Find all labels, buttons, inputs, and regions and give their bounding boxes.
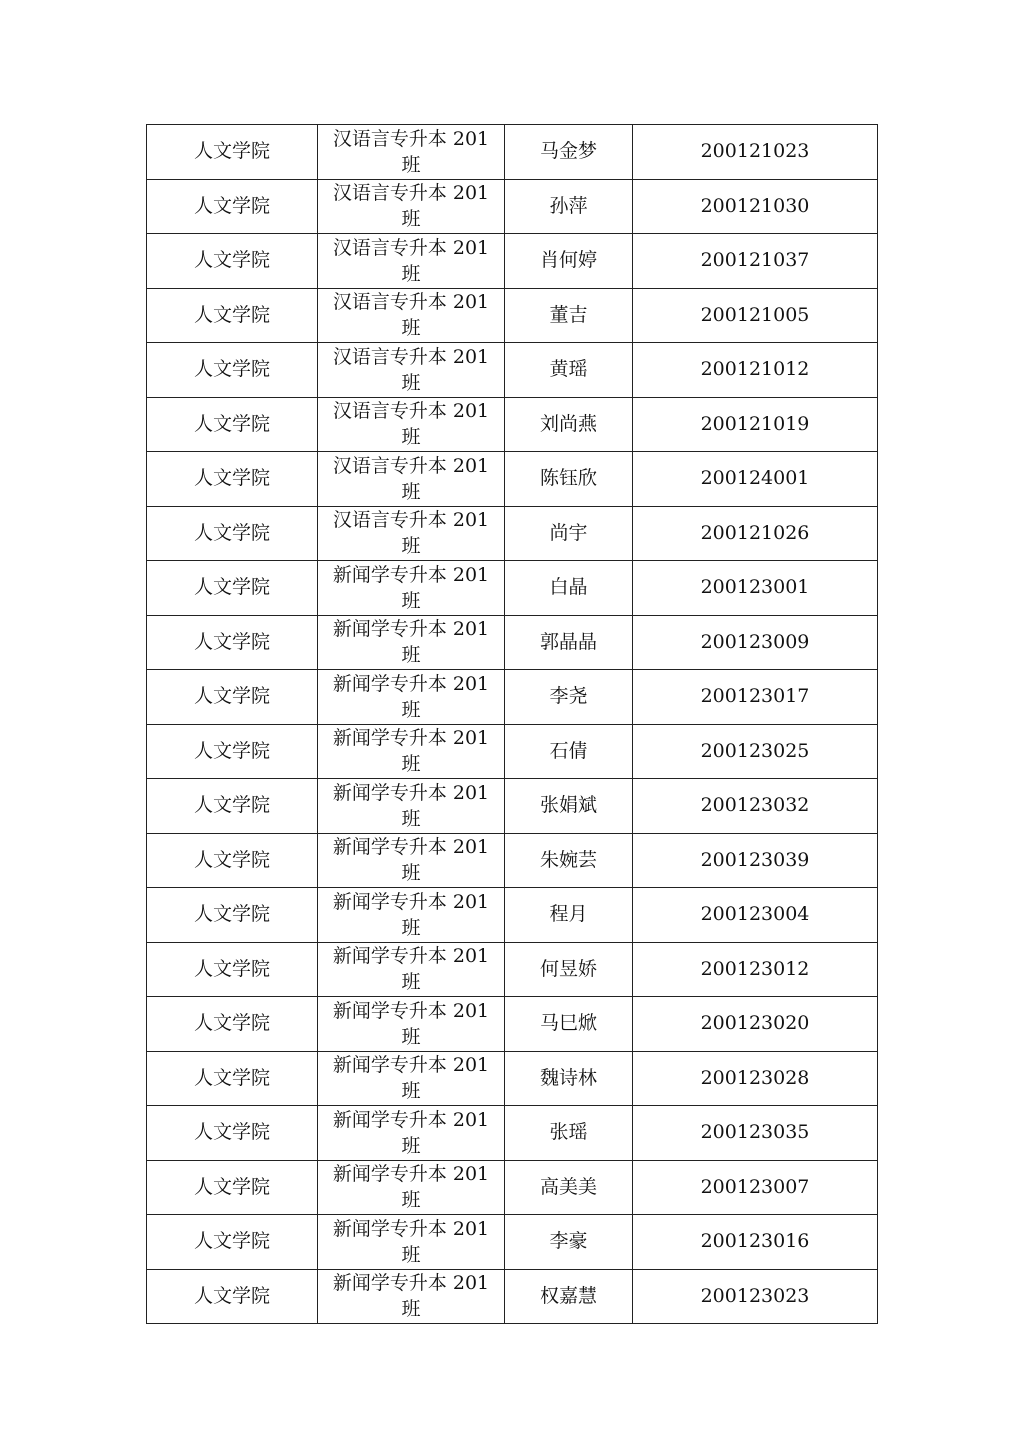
table-row — [147, 1051, 878, 1106]
student-name-cell: 尚宇 — [505, 506, 633, 561]
class-label: 新闻学专升本 201 班 — [332, 999, 490, 1048]
student-id-cell: 200123025 — [633, 724, 878, 779]
student-id-cell: 200123028 — [633, 1051, 878, 1106]
class-label: 新闻学专升本 201 班 — [332, 1217, 490, 1266]
student-name-cell: 白晶 — [505, 561, 633, 616]
college-cell: 人文学院 — [147, 506, 318, 561]
table-row — [147, 724, 878, 779]
student-name-cell: 肖何婷 — [505, 234, 633, 289]
college-cell: 人文学院 — [147, 1106, 318, 1161]
class-label: 汉语言专升本 201 班 — [332, 236, 490, 285]
class-cell — [318, 561, 505, 616]
college-cell: 人文学院 — [147, 397, 318, 452]
class-label: 新闻学专升本 201 班 — [332, 890, 490, 939]
class-label: 新闻学专升本 201 班 — [332, 836, 490, 885]
student-name-cell: 朱婉芸 — [505, 833, 633, 888]
class-cell — [318, 997, 505, 1052]
student-name-cell: 高美美 — [505, 1160, 633, 1215]
college-cell: 人文学院 — [147, 997, 318, 1052]
table-row — [147, 125, 878, 180]
table-row — [147, 1160, 878, 1215]
student-id-cell: 200123009 — [633, 615, 878, 670]
student-id-cell: 200123007 — [633, 1160, 878, 1215]
table-row — [147, 833, 878, 888]
student-id-cell: 200121012 — [633, 343, 878, 398]
student-name-cell: 孙萍 — [505, 179, 633, 234]
class-label: 新闻学专升本 201 班 — [332, 781, 490, 830]
table-row — [147, 615, 878, 670]
class-label: 汉语言专升本 201 班 — [332, 291, 490, 340]
student-name-cell: 何昱娇 — [505, 942, 633, 997]
class-label: 新闻学专升本 201 班 — [332, 618, 490, 667]
class-label: 汉语言专升本 201 班 — [332, 509, 490, 558]
class-cell — [318, 1160, 505, 1215]
table-row — [147, 779, 878, 834]
college-cell: 人文学院 — [147, 888, 318, 943]
student-id-cell: 200123017 — [633, 670, 878, 725]
roster-body — [147, 125, 878, 1324]
student-id-cell: 200121030 — [633, 179, 878, 234]
table-row — [147, 561, 878, 616]
class-cell — [318, 179, 505, 234]
college-cell: 人文学院 — [147, 1215, 318, 1270]
table-row — [147, 942, 878, 997]
college-cell: 人文学院 — [147, 1269, 318, 1324]
table-row — [147, 452, 878, 507]
class-cell — [318, 1106, 505, 1161]
student-id-cell: 200123023 — [633, 1269, 878, 1324]
college-cell: 人文学院 — [147, 670, 318, 725]
college-cell: 人文学院 — [147, 343, 318, 398]
table-row — [147, 1215, 878, 1270]
table-row — [147, 670, 878, 725]
class-cell — [318, 670, 505, 725]
table-row — [147, 888, 878, 943]
class-cell — [318, 615, 505, 670]
class-label: 汉语言专升本 201 班 — [332, 127, 490, 176]
student-id-cell: 200124001 — [633, 452, 878, 507]
class-cell — [318, 343, 505, 398]
table-row — [147, 234, 878, 289]
class-cell — [318, 833, 505, 888]
class-cell — [318, 779, 505, 834]
student-id-cell: 200123039 — [633, 833, 878, 888]
student-id-cell: 200123001 — [633, 561, 878, 616]
college-cell: 人文学院 — [147, 833, 318, 888]
college-cell: 人文学院 — [147, 779, 318, 834]
class-label: 汉语言专升本 201 班 — [332, 454, 490, 503]
student-name-cell: 权嘉慧 — [505, 1269, 633, 1324]
student-id-cell: 200121023 — [633, 125, 878, 180]
student-id-cell: 200121037 — [633, 234, 878, 289]
class-label: 新闻学专升本 201 班 — [332, 1272, 490, 1321]
class-label: 新闻学专升本 201 班 — [332, 1054, 490, 1103]
student-name-cell: 魏诗林 — [505, 1051, 633, 1106]
class-label: 新闻学专升本 201 班 — [332, 1108, 490, 1157]
student-id-cell: 200121019 — [633, 397, 878, 452]
class-label: 新闻学专升本 201 班 — [332, 727, 490, 776]
college-cell: 人文学院 — [147, 1160, 318, 1215]
college-cell: 人文学院 — [147, 179, 318, 234]
student-id-cell: 200123012 — [633, 942, 878, 997]
student-name-cell: 马巳焮 — [505, 997, 633, 1052]
student-id-cell: 200123016 — [633, 1215, 878, 1270]
table-row — [147, 506, 878, 561]
student-name-cell: 程月 — [505, 888, 633, 943]
class-label: 汉语言专升本 201 班 — [332, 345, 490, 394]
table-row — [147, 1269, 878, 1324]
student-name-cell: 陈钰欣 — [505, 452, 633, 507]
student-name-cell: 张娟斌 — [505, 779, 633, 834]
class-label: 新闻学专升本 201 班 — [332, 563, 490, 612]
student-name-cell: 李尧 — [505, 670, 633, 725]
table-row — [147, 179, 878, 234]
class-cell — [318, 506, 505, 561]
student-name-cell: 李豪 — [505, 1215, 633, 1270]
college-cell: 人文学院 — [147, 615, 318, 670]
class-label: 汉语言专升本 201 班 — [332, 182, 490, 231]
class-cell — [318, 1051, 505, 1106]
class-cell — [318, 234, 505, 289]
table-row — [147, 997, 878, 1052]
class-cell — [318, 397, 505, 452]
class-cell — [318, 1269, 505, 1324]
class-label: 新闻学专升本 201 班 — [332, 945, 490, 994]
student-id-cell: 200121026 — [633, 506, 878, 561]
student-name-cell: 郭晶晶 — [505, 615, 633, 670]
student-id-cell: 200123035 — [633, 1106, 878, 1161]
class-label: 新闻学专升本 201 班 — [332, 672, 490, 721]
college-cell: 人文学院 — [147, 125, 318, 180]
class-label: 汉语言专升本 201 班 — [332, 400, 490, 449]
college-cell: 人文学院 — [147, 942, 318, 997]
class-label: 新闻学专升本 201 班 — [332, 1163, 490, 1212]
class-cell — [318, 125, 505, 180]
class-cell — [318, 888, 505, 943]
student-name-cell: 黄瑶 — [505, 343, 633, 398]
class-cell — [318, 942, 505, 997]
college-cell: 人文学院 — [147, 724, 318, 779]
student-id-cell: 200123020 — [633, 997, 878, 1052]
student-id-cell: 200123004 — [633, 888, 878, 943]
class-cell — [318, 1215, 505, 1270]
class-cell — [318, 288, 505, 343]
college-cell: 人文学院 — [147, 1051, 318, 1106]
college-cell: 人文学院 — [147, 288, 318, 343]
table-row — [147, 288, 878, 343]
class-cell — [318, 724, 505, 779]
student-name-cell: 石倩 — [505, 724, 633, 779]
table-row — [147, 1106, 878, 1161]
student-id-cell: 200123032 — [633, 779, 878, 834]
student-name-cell: 董吉 — [505, 288, 633, 343]
student-name-cell: 刘尚燕 — [505, 397, 633, 452]
student-id-cell: 200121005 — [633, 288, 878, 343]
class-cell — [318, 452, 505, 507]
table-row — [147, 343, 878, 398]
table-row — [147, 397, 878, 452]
college-cell: 人文学院 — [147, 234, 318, 289]
student-name-cell: 马金梦 — [505, 125, 633, 180]
college-cell: 人文学院 — [147, 561, 318, 616]
student-name-cell: 张瑶 — [505, 1106, 633, 1161]
college-cell: 人文学院 — [147, 452, 318, 507]
student-roster-table — [146, 124, 878, 1324]
